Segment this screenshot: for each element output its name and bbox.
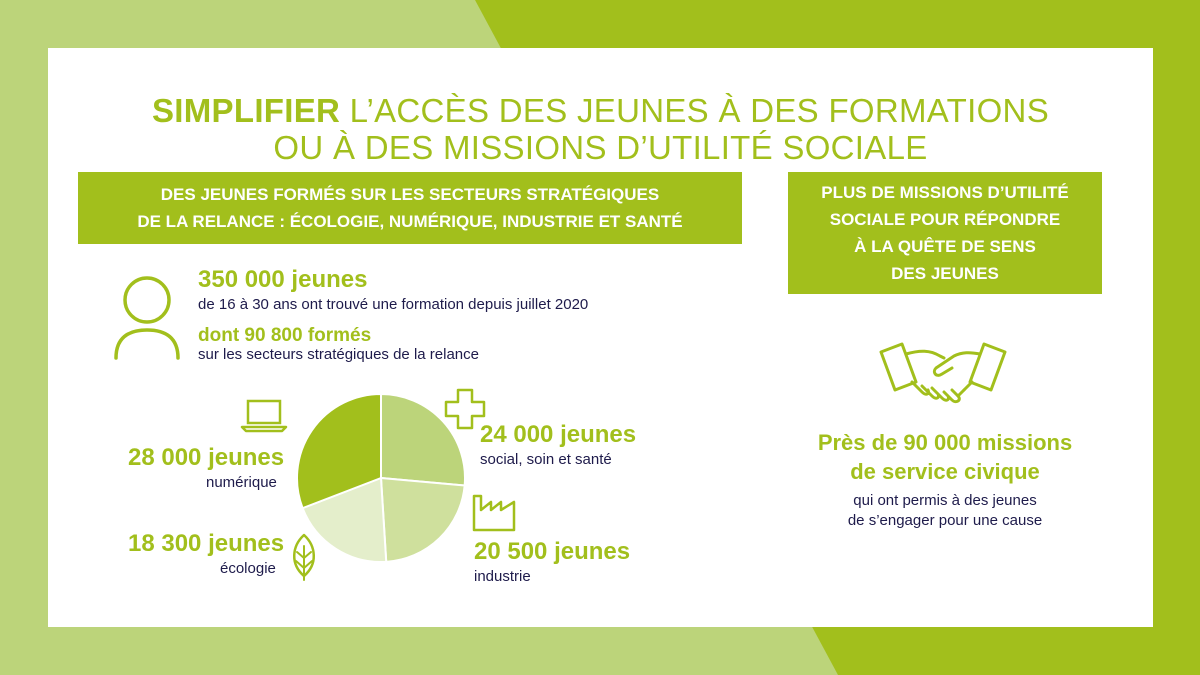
missions-banner bbox=[788, 172, 1102, 294]
sector-sante-label: social, soin et santé bbox=[480, 451, 612, 468]
missions-count: Près de 90 000 missions bbox=[817, 430, 1073, 455]
strategic-count: dont 90 800 formés bbox=[198, 325, 372, 346]
strategic-description: sur les secteurs stratégiques de la relance bbox=[198, 346, 479, 363]
sector-sante-count: 24 000 jeunes bbox=[480, 421, 637, 448]
content-card bbox=[48, 48, 1153, 627]
missions-description bbox=[788, 491, 1102, 531]
laptop-icon bbox=[240, 398, 288, 434]
sector-numerique-count: 28 000 jeunes bbox=[128, 444, 285, 471]
missions-description-line2: de s’engager pour une cause bbox=[847, 512, 1043, 529]
training-banner-line1: DES JEUNES FORMÉS SUR LES SECTEURS STRATÉGIQUES bbox=[160, 185, 660, 204]
person-icon bbox=[112, 270, 182, 362]
page-title bbox=[48, 92, 1153, 166]
missions-banner-line2: SOCIALE POUR RÉPONDRE bbox=[829, 210, 1061, 229]
training-banner bbox=[78, 172, 742, 244]
sector-ecologie-label: écologie bbox=[220, 560, 276, 577]
title-line1-rest: L’ACCÈS DES JEUNES À DES FORMATIONS bbox=[340, 92, 1049, 129]
total-description: de 16 à 30 ans ont trouvé une formation depuis juillet 2020 bbox=[198, 296, 589, 313]
missions-banner-line1: PLUS DE MISSIONS D’UTILITÉ bbox=[821, 183, 1069, 202]
sector-ecologie-count: 18 300 jeunes bbox=[128, 530, 285, 557]
total-count: 350 000 jeunes bbox=[198, 266, 368, 293]
pie-slice-industrie bbox=[381, 478, 465, 562]
missions-headline bbox=[788, 428, 1102, 486]
training-banner-line2: DE LA RELANCE : ÉCOLOGIE, NUMÉRIQUE, INDUSTRIE ET SANTÉ bbox=[137, 212, 683, 231]
missions-banner-line3: À LA QUÊTE DE SENS bbox=[854, 237, 1036, 256]
factory-icon bbox=[472, 492, 516, 532]
sector-industrie-count: 20 500 jeunes bbox=[474, 538, 631, 565]
title-emphasis: SIMPLIFIER bbox=[151, 92, 341, 129]
sector-numerique-label: numérique bbox=[206, 474, 277, 491]
missions-banner-line4: DES JEUNES bbox=[891, 264, 999, 283]
handshake-icon bbox=[878, 338, 1008, 418]
missions-type: de service civique bbox=[850, 459, 1040, 484]
title-line2: OU À DES MISSIONS D’UTILITÉ SOCIALE bbox=[273, 129, 928, 166]
missions-description-line1: qui ont permis à des jeunes bbox=[853, 492, 1037, 509]
sector-industrie-label: industrie bbox=[474, 568, 531, 585]
leaf-icon bbox=[286, 532, 322, 582]
